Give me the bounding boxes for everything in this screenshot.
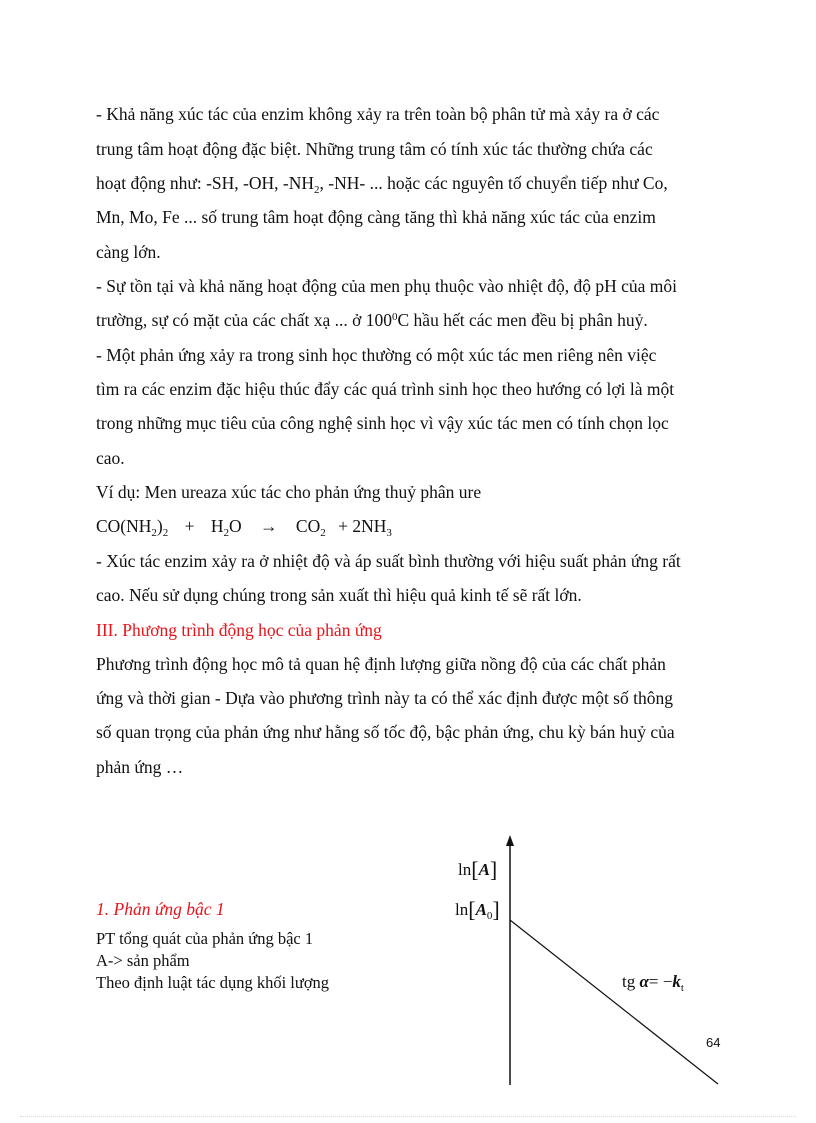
para2-line1: - Sự tồn tại và khả năng hoạt động của men phụ thuộc vào nhiệt độ, độ pH của môi (96, 276, 678, 296)
para3-line3: trong những mục tiêu của công nghệ sinh học vì vậy xúc tác men có tính chọn lọc (96, 413, 669, 433)
para3-line1: - Một phản ứng xảy ra trong sinh học thường có một xúc tác men riêng nên việc (96, 345, 657, 365)
para3-line4: cao. (96, 448, 125, 468)
para2-line2: trường, sự có mặt của các chất xạ ... ở $100^0C$ hầu hết các men đều bị phân huỷ. (96, 310, 648, 330)
subsection-line3: Theo định luật tác dụng khối lượng (96, 973, 330, 992)
para3-line2: tìm ra các enzim đặc hiệu thúc đẩy các quá trình sinh học theo hướng có lợi là một (96, 379, 675, 399)
ln-A-decay-line (510, 920, 721, 1084)
para5-line2: ứng và thời gian - Dựa vào phương trình này ta có thể xác định được một số thông (96, 688, 673, 708)
para1-line1: - Khả năng xúc tác của enzim không xảy ra trên toàn bộ phân tử mà xảy ra ở các (96, 104, 660, 124)
para5-line3: số quan trọng của phản ứng như hằng số tốc độ, bậc phản ứng, chu kỳ bán huỷ của (96, 722, 675, 742)
subsection-heading: 1. Phản ứng bậc 1 (96, 899, 225, 919)
subsection-line2: A-> sản phẩm (96, 951, 190, 970)
y-axis-arrowhead (506, 835, 514, 846)
section-heading: III. Phương trình động học của phản ứng (96, 620, 382, 640)
slope-label: tg $\alpha= -k_t$ (622, 972, 684, 994)
para5-line1: Phương trình động học mô tả quan hệ định lượng giữa nồng độ của các chất phản (96, 654, 666, 674)
page-number: 64 (706, 1035, 721, 1050)
para5-line4: phản ứng … (96, 757, 184, 777)
para1-line2: trung tâm hoạt động đặc biệt. Những trung tâm có tính xúc tác thường chứa các (96, 139, 653, 159)
page-bottom-rule (20, 1116, 796, 1117)
urea-hydrolysis-equation: $CO(NH_2)_2 + H_2O \to CO_2 + 2NH_3$ (96, 516, 392, 539)
subsection-line1: PT tổng quát của phản ứng bậc 1 (96, 929, 314, 948)
para1-line3: hoạt động như: -SH, -OH, $-NH_2$, -NH- ... hoặc các nguyên tố chuyển tiếp như Co, (96, 173, 668, 196)
y-intercept-label: $\ln[A_0]$ (455, 897, 500, 922)
example-label: Ví dụ: Men ureaza xúc tác cho phản ứng thuỷ phân ure (96, 482, 482, 502)
para4-line1: - Xúc tác enzim xảy ra ở nhiệt độ và áp suất bình thường với hiệu suất phản ứng rất (96, 551, 681, 571)
para4-line2: cao. Nếu sử dụng chúng trong sản xuất thì hiệu quả kinh tế sẽ rất lớn. (96, 585, 582, 605)
y-axis-label: ln[A] (458, 857, 498, 882)
para1-line4: Mn, Mo, Fe ... số trung tâm hoạt động càng tăng thì khả năng xúc tác của enzim (96, 207, 656, 227)
para1-line5: càng lớn. (96, 242, 161, 262)
